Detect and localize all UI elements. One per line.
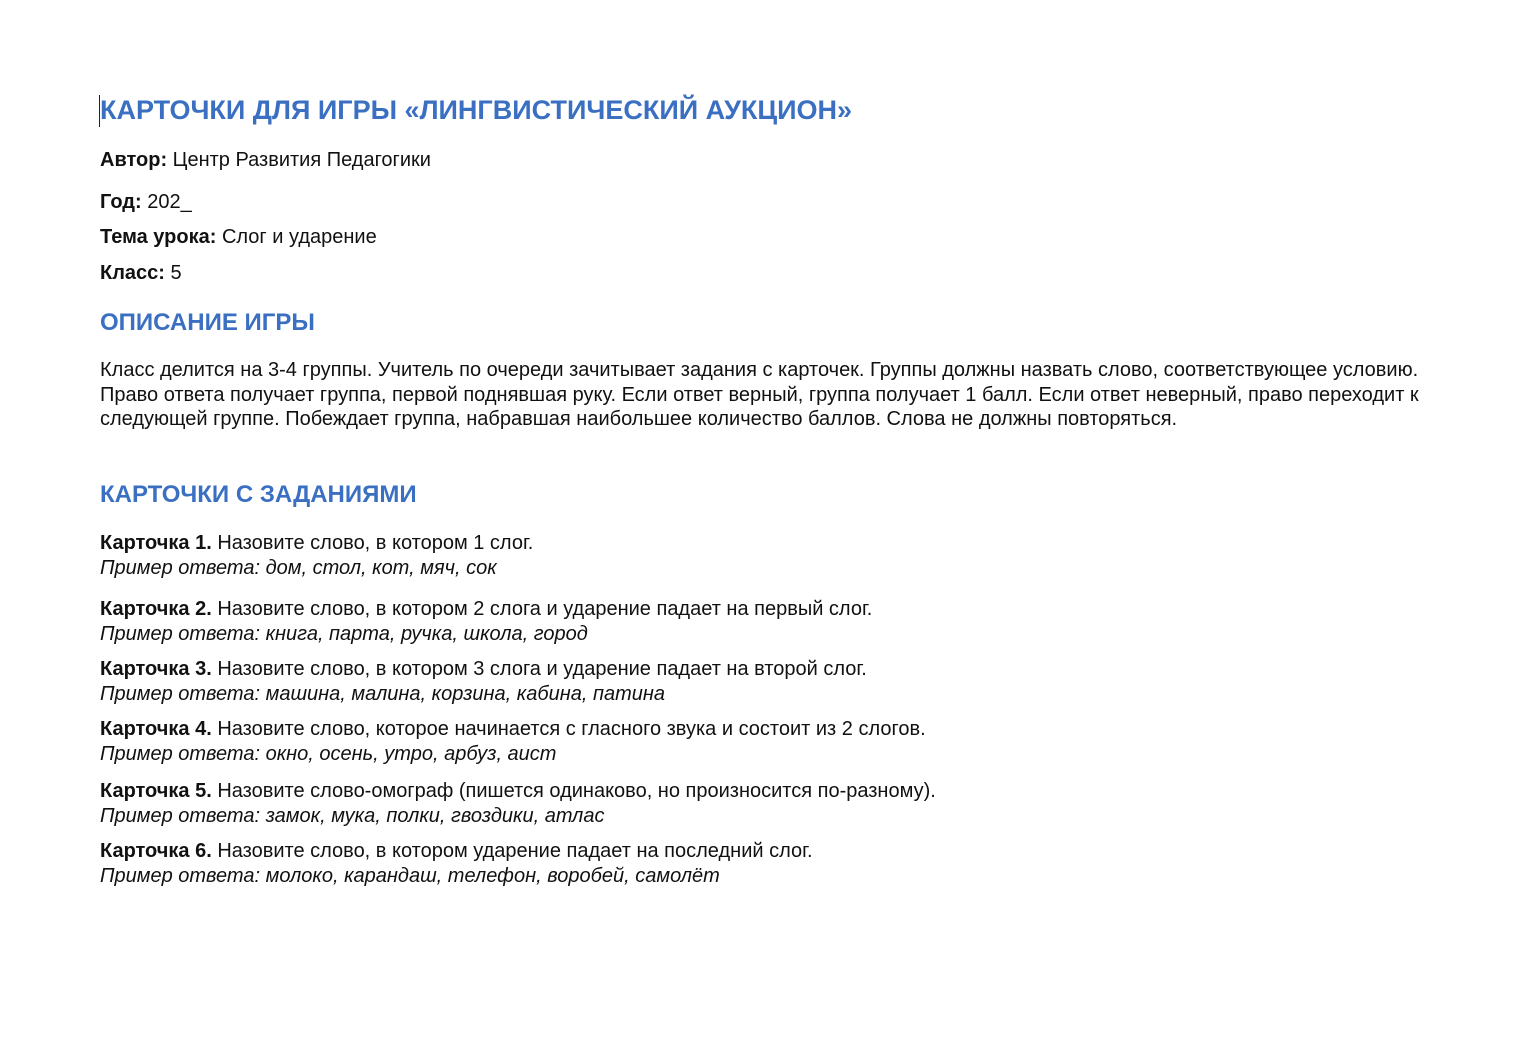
author-line [100, 147, 431, 173]
author-value: Центр Развития Педагогики [167, 149, 431, 171]
card-label: Карточка 4. [100, 718, 212, 740]
card-label: Карточка 2. [100, 598, 212, 620]
card-task-line [100, 717, 926, 742]
card-task-line [100, 597, 872, 622]
year-value: 202_ [141, 191, 192, 213]
author-label: Автор: [100, 149, 168, 171]
card-task: Назовите слово, в котором ударение падает на последний слог. [211, 840, 813, 862]
card-label: Карточка 6. [100, 840, 212, 862]
card-5 [100, 779, 936, 829]
description-paragraph: Класс делится на 3-4 группы. Учитель по очереди зачитывает задания с карточек. Группы должны назвать слово, соответствующее условию. Право ответа получает группа, первой поднявшая руку. Если ответ верный, группа получает 1 балл. Если ответ неверный, право переходит к следующей группе. Побеждает группа, набравшая наибольшее количество баллов. Слова не должны повторяться. [100, 359, 1419, 431]
card-1 [100, 531, 533, 581]
card-example: Пример ответа: окно, осень, утро, арбуз, аист [100, 743, 557, 765]
card-example: Пример ответа: дом, стол, кот, мяч, сок [100, 557, 497, 579]
card-example: Пример ответа: книга, парта, ручка, школа, город [100, 623, 588, 645]
topic-label: Тема урока: [100, 226, 217, 248]
card-task: Назовите слово, в котором 3 слога и ударение падает на второй слог. [211, 658, 867, 680]
card-label: Карточка 3. [100, 658, 212, 680]
card-4 [100, 717, 926, 767]
card-task: Назовите слово, в котором 2 слога и ударение падает на первый слог. [211, 598, 873, 620]
card-example: Пример ответа: машина, малина, корзина, кабина, патина [100, 683, 666, 705]
grade-value: 5 [164, 262, 182, 284]
card-task-line [100, 657, 867, 682]
card-example: Пример ответа: замок, мука, полки, гвоздики, атлас [100, 805, 605, 827]
year-line [100, 189, 192, 215]
grade-line [100, 260, 182, 286]
card-label: Карточка 1. [100, 532, 212, 554]
cards-heading: КАРТОЧКИ С ЗАДАНИЯМИ [100, 481, 417, 508]
document-title: КАРТОЧКИ ДЛЯ ИГРЫ «ЛИНГВИСТИЧЕСКИЙ АУКЦИОН» [100, 95, 853, 125]
topic-line [100, 224, 377, 250]
grade-label: Класс: [100, 262, 165, 284]
card-label: Карточка 5. [100, 780, 212, 802]
card-task: Назовите слово-омограф (пишется одинаково, но произносится по-разному). [211, 780, 936, 802]
card-task-line [100, 839, 813, 864]
card-task-line [100, 779, 936, 804]
card-3 [100, 657, 867, 707]
card-example: Пример ответа: молоко, карандаш, телефон, воробей, самолёт [100, 865, 720, 887]
year-label: Год: [100, 191, 142, 213]
card-6 [100, 839, 813, 889]
card-task-line [100, 531, 533, 556]
card-task: Назовите слово, которое начинается с гласного звука и состоит из 2 слогов. [211, 718, 926, 740]
card-task: Назовите слово, в котором 1 слог. [211, 532, 534, 554]
description-heading: ОПИСАНИЕ ИГРЫ [100, 309, 315, 336]
topic-value: Слог и ударение [216, 226, 377, 248]
card-2 [100, 597, 872, 647]
